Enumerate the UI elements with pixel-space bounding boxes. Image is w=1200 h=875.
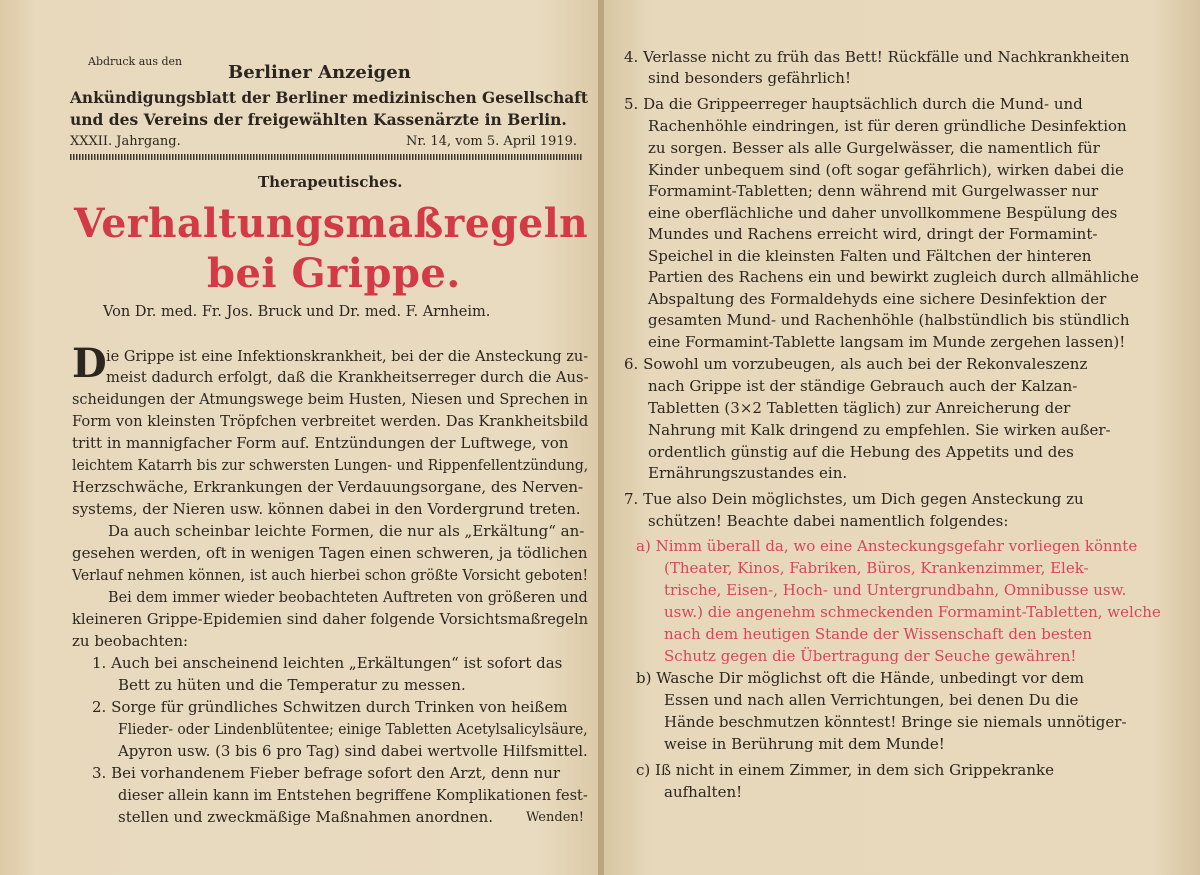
list-item: Hände beschmutzen könntest! Bringe sie niemals unnötiger- (664, 713, 1127, 731)
highlight-line: Schutz gegen die Übertragung der Seuche gewähren! (664, 647, 1077, 665)
main-title-line2: bei Grippe. (207, 250, 461, 297)
body-line: Herzschwäche, Erkrankungen der Verdauungsorgane, des Nerven- (72, 478, 584, 496)
list-item: Bett zu hüten und die Temperatur zu messen. (118, 676, 466, 694)
drop-cap: D (72, 340, 107, 387)
body-line: gesehen werden, oft in wenigen Tagen einen schweren, ja tödlichen (72, 544, 588, 562)
list-item: Mundes und Rachens erreicht wird, dringt der Formamint- (648, 225, 1098, 243)
issue-info: Nr. 14, vom 5. April 1919. (406, 134, 577, 149)
body-line: leichtem Katarrh bis zur schwersten Lungen- und Rippenfellentzündung, (72, 456, 589, 474)
turn-page-note: Wenden! (526, 810, 584, 825)
body-line: Verlauf nehmen können, ist auch hierbei schon größte Vorsicht geboten! (72, 566, 589, 584)
highlight-line: (Theater, Kinos, Fabriken, Büros, Krankenzimmer, Elek- (664, 559, 1089, 577)
body-line: ie Grippe ist eine Infektionskrankheit, bei der die Ansteckung zu- (106, 347, 589, 365)
list-item: 6. Sowohl um vorzubeugen, als auch bei der Rekonvaleszenz (624, 355, 1088, 373)
list-item: weise in Berührung mit dem Munde! (664, 735, 945, 753)
list-item: gesamten Mund- und Rachenhöhle (halbstündlich bis stündlich (648, 311, 1130, 329)
list-item: b) Wasche Dir möglichst oft die Hände, unbedingt vor dem (636, 669, 1084, 687)
reprint-note: Abdruck aus den (88, 55, 183, 68)
list-item: 5. Da die Grippeerreger hauptsächlich durch die Mund- und (624, 95, 1083, 113)
journal-subtitle-2: und des Vereins der freigewählten Kassenärzte in Berlin. (70, 110, 567, 129)
highlight-line: a) Nimm überall da, wo eine Ansteckungsgefahr vorliegen könnte (636, 537, 1138, 555)
list-item: aufhalten! (664, 783, 743, 801)
list-item: c) Iß nicht in einem Zimmer, in dem sich Grippekranke (636, 761, 1054, 779)
body-line: Bei dem immer wieder beobachteten Auftreten von größeren und (108, 588, 588, 606)
list-item: Tabletten (3×2 Tabletten täglich) zur Anreicherung der (648, 399, 1071, 417)
highlight-line: nach dem heutigen Stande der Wissenschaft den besten (664, 625, 1092, 643)
highlight-line: trische, Eisen-, Hoch- und Untergrundbahn, Omnibusse usw. (664, 581, 1127, 599)
body-line: tritt in mannigfacher Form auf. Entzündungen der Luftwege, von (72, 434, 569, 452)
list-item: Flieder- oder Lindenblütentee; einige Tabletten Acetylsalicylsäure, (118, 720, 588, 738)
body-line: zu beobachten: (72, 632, 189, 650)
volume-info: XXXII. Jahrgang. (70, 134, 181, 149)
highlight-line: usw.) die angenehm schmeckenden Formamint-Tabletten, welche (664, 603, 1161, 621)
list-item: sind besonders gefährlich! (648, 69, 851, 87)
list-item: 4. Verlasse nicht zu früh das Bett! Rückfälle und Nachkrankheiten (624, 48, 1130, 66)
body-line: kleineren Grippe-Epidemien sind daher folgende Vorsichtsmaßregeln (72, 610, 589, 628)
list-item: zu sorgen. Besser als alle Gurgelwässer, die namentlich für (648, 139, 1100, 157)
list-item: nach Grippe ist der ständige Gebrauch auch der Kalzan- (648, 377, 1078, 395)
list-item: 1. Auch bei anscheinend leichten „Erkältungen“ ist sofort das (92, 654, 563, 672)
main-title-line1: Verhaltungsmaßregeln (74, 200, 589, 247)
list-item: stellen und zweckmäßige Maßnahmen anordnen. (118, 808, 494, 826)
list-item: schützen! Beachte dabei namentlich folgendes: (648, 512, 1009, 530)
list-item: Speichel in die kleinsten Falten und Fältchen der hinteren (648, 247, 1092, 265)
list-item: Kinder unbequem sind (oft sogar gefährlich), wirken dabei die (648, 161, 1124, 179)
list-item: Essen und nach allen Verrichtungen, bei denen Du die (664, 691, 1079, 709)
body-line: Da auch scheinbar leichte Formen, die nur als „Erkältung“ an- (108, 522, 585, 540)
list-item: eine Formamint-Tablette langsam im Munde zergehen lassen)! (648, 333, 1126, 351)
list-item: dieser allein kann im Entstehen begriffene Komplikationen fest- (118, 786, 588, 804)
body-line: systems, der Nieren usw. können dabei in den Vordergrund treten. (72, 500, 581, 518)
body-line: scheidungen der Atmungswege beim Husten, Niesen und Sprechen in (72, 390, 588, 408)
list-item: ordentlich günstig auf die Hebung des Appetits und des (648, 443, 1074, 461)
authors: Von Dr. med. Fr. Jos. Bruck und Dr. med. F. Arnheim. (103, 304, 491, 320)
journal-subtitle-1: Ankündigungsblatt der Berliner medizinischen Gesellschaft (70, 88, 588, 107)
list-item: Abspaltung des Formaldehyds eine sichere Desinfektion der (648, 290, 1107, 308)
section-heading: Therapeutisches. (258, 173, 403, 191)
list-item: 7. Tue also Dein möglichstes, um Dich gegen Ansteckung zu (624, 490, 1084, 508)
list-item: 3. Bei vorhandenem Fieber befrage sofort den Arzt, denn nur (92, 764, 561, 782)
list-item: 2. Sorge für gründliches Schwitzen durch Trinken von heißem (92, 698, 568, 716)
list-item: Ernährungszustandes ein. (648, 464, 848, 482)
list-item: Nahrung mit Kalk dringend zu empfehlen. Sie wirken außer- (648, 421, 1111, 439)
list-item: Formamint-Tabletten; denn während mit Gurgelwasser nur (648, 182, 1099, 200)
list-item: Partien des Rachens ein und bewirkt zugleich durch allmähliche (648, 268, 1139, 286)
list-item: Apyron usw. (3 bis 6 pro Tag) sind dabei wertvolle Hilfsmittel. (118, 742, 588, 760)
journal-title: Berliner Anzeigen (228, 62, 411, 83)
body-line: Form von kleinsten Tröpfchen verbreitet werden. Das Krankheitsbild (72, 412, 589, 430)
list-item: eine oberflächliche und daher unvollkommene Bespülung des (648, 204, 1118, 222)
list-item: Rachenhöhle eindringen, ist für deren gründliche Desinfektion (648, 117, 1127, 135)
body-line: meist dadurch erfolgt, daß die Krankheitserreger durch die Aus- (106, 368, 589, 386)
header-rule (70, 154, 582, 160)
